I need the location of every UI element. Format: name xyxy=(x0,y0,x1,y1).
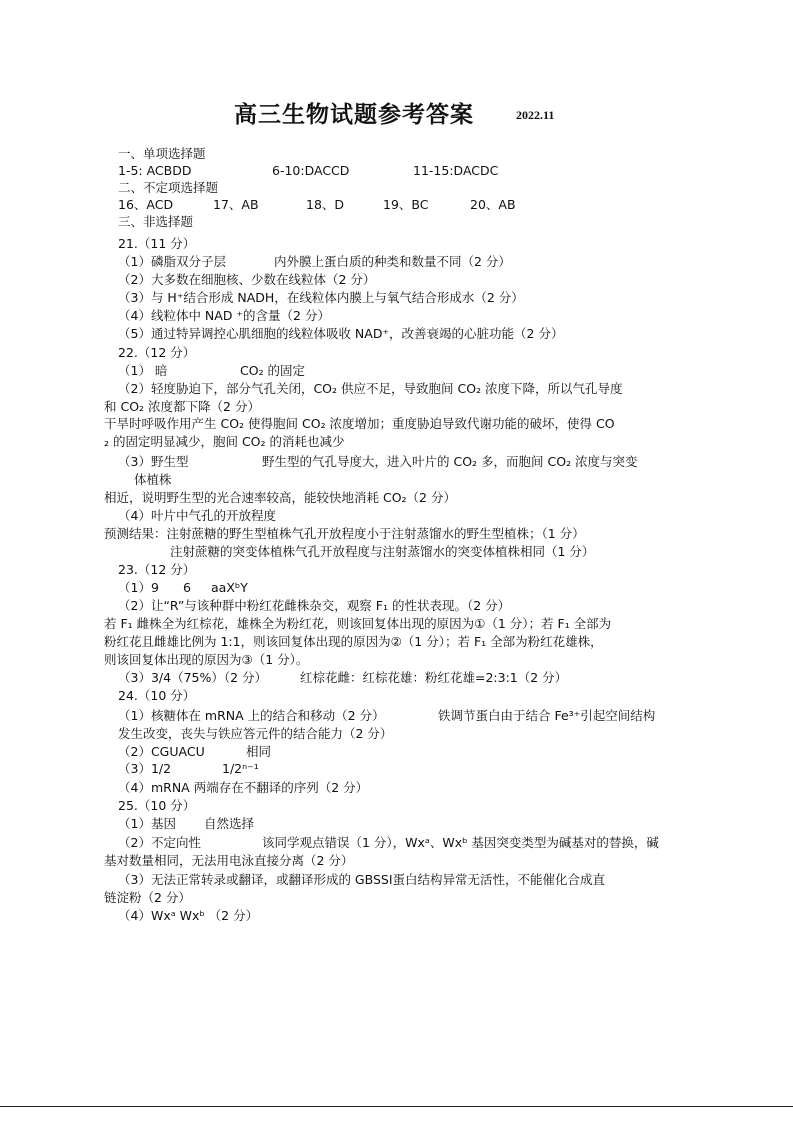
section-heading-non-choice: 三、非选择题 xyxy=(118,214,194,229)
q22-prediction-2: 注射蔗糖的突变体植株气孔开放程度与注射蒸馏水的突变体植株相同（1 分） xyxy=(170,544,595,559)
question-21-heading: 21.（11 分） xyxy=(118,236,196,251)
q22-answer-3a: （3）野生型 xyxy=(118,454,189,469)
q22-prediction-1: 预测结果：注射蔗糖的野生型植株气孔开放程度小于注射蒸馏水的野生型植株；（1 分） xyxy=(104,526,585,541)
q25-answer-2a: （2）不定向性 xyxy=(118,835,201,850)
q25-answer-4: （4）Wxᵃ Wxᵇ （2 分） xyxy=(118,908,259,923)
q25-answer-3: （3）无法正常转录或翻译，或翻译形成的 GBSSⅠ蛋白结构异常无活性，不能催化合成直 xyxy=(118,872,606,887)
q25-answer-2b: 该同学观点错误（1 分），Wxᵃ、Wxᵇ 基因突变类型为碱基对的替换，碱 xyxy=(262,835,659,850)
q25-answer-3-cont: 链淀粉（2 分） xyxy=(104,890,191,905)
q24-answer-4: （4）mRNA 两端存在不翻译的序列（2 分） xyxy=(118,780,369,795)
q22-answer-4: （4）叶片中气孔的开放程度 xyxy=(118,508,276,523)
document-date: 2022.11 xyxy=(516,108,555,122)
answer-range-6-10: 6-10:DACCD xyxy=(272,163,350,178)
q24-answer-2a: （2）CGUACU xyxy=(118,744,205,759)
q22-answer-2b: 和 CO₂ 浓度都下降（2 分） xyxy=(104,399,260,414)
answer-17: 17、AB xyxy=(213,197,259,212)
q23-answer-2: （2）让“R”与该种群中粉红花雌株杂交，观察 F₁ 的性状表现。（2 分） xyxy=(118,598,511,613)
q21-answer-1b: 内外膜上蛋白质的种类和数量不同（2 分） xyxy=(274,254,511,269)
question-25-heading: 25.（10 分） xyxy=(118,798,196,813)
question-23-heading: 23.（12 分） xyxy=(118,562,196,577)
q24-answer-1-cont: 发生改变，丧失与铁应答元件的结合能力（2 分） xyxy=(118,726,393,741)
answer-18: 18、D xyxy=(306,197,345,212)
answer-16: 16、ACD xyxy=(118,197,174,212)
q22-answer-2a: （2）轻度胁迫下，部分气孔关闭，CO₂ 供应不足，导致胞间 CO₂ 浓度下降，所以气孔导度 xyxy=(118,381,623,396)
q22-answer-2d: ₂ 的固定明显减少，胞间 CO₂ 的消耗也减少 xyxy=(104,434,345,449)
q24-answer-3b: 1/2ⁿ⁻¹ xyxy=(222,761,259,776)
q23-answer-3b: 红棕花雌：红棕花雄：粉红花雄=2:3:1（2 分） xyxy=(300,670,568,685)
q21-answer-5: （5）通过特异调控心肌细胞的线粒体吸收 NAD⁺，改善衰竭的心脏功能（2 分） xyxy=(118,326,564,341)
q22-answer-2c: 干旱时呼吸作用产生 CO₂ 使得胞间 CO₂ 浓度增加；重度胁迫导致代谢功能的破坏，使得 CO xyxy=(104,416,615,431)
q22-answer-3b: 野生型的气孔导度大，进入叶片的 CO₂ 多，而胞间 CO₂ 浓度与突变 xyxy=(262,454,638,469)
answer-range-11-15: 11-15:DACDC xyxy=(413,163,499,178)
q25-answer-2-cont: 基对数量相同，无法用电泳直接分离（2 分） xyxy=(104,853,354,868)
q23-answer-1a: （1）9 xyxy=(118,580,159,595)
q25-answer-1a: （1）基因 xyxy=(118,816,176,831)
q24-answer-1a: （1）核糖体在 mRNA 上的结合和移动（2 分） xyxy=(118,708,385,723)
q23-answer-1b: 6 xyxy=(183,580,191,595)
q23-answer-1c: aaXᵇY xyxy=(211,580,248,595)
q21-answer-1a: （1）磷脂双分子层 xyxy=(118,254,226,269)
answer-19: 19、BC xyxy=(383,197,429,212)
page-bottom-rule xyxy=(0,1106,793,1107)
q24-answer-3a: （3）1/2 xyxy=(118,761,172,776)
q22-answer-1b: CO₂ 的固定 xyxy=(240,363,306,378)
section-heading-multi-choice: 二、不定项选择题 xyxy=(118,180,219,195)
q23-answer-2-cont-2: 粉红花且雌雄比例为 1:1，则该回复体出现的原因为②（1 分）；若 F₁ 全部为粉红花雄株， xyxy=(104,634,603,649)
q24-answer-1b: 铁调节蛋白由于结合 Fe³⁺引起空间结构 xyxy=(438,708,656,723)
q22-answer-3d: 相近，说明野生型的光合速率较高，能较快地消耗 CO₂（2 分） xyxy=(104,490,456,505)
q24-answer-2b: 相同 xyxy=(246,744,272,759)
q21-answer-4: （4）线粒体中 NAD ⁺的含量（2 分） xyxy=(118,308,330,323)
section-heading-single-choice: 一、单项选择题 xyxy=(118,146,206,161)
answer-range-1-5: 1-5: ACBDD xyxy=(118,163,192,178)
q23-answer-2-cont-3: 则该回复体出现的原因为③（1 分）。 xyxy=(104,652,309,667)
page-title: 高三生物试题参考答案 xyxy=(234,102,474,128)
q23-answer-2-cont-1: 若 F₁ 雌株全为红棕花，雄株全为粉红花，则该回复体出现的原因为①（1 分）；若 F₁ 全部为 xyxy=(104,616,612,631)
q21-answer-2: （2）大多数在细胞核、少数在线粒体（2 分） xyxy=(118,272,376,287)
question-22-heading: 22.（12 分） xyxy=(118,345,196,360)
q22-answer-1a: （1） 暗 xyxy=(118,363,168,378)
q25-answer-1b: 自然选择 xyxy=(204,816,255,831)
q22-answer-3c: 体植株 xyxy=(134,472,172,487)
q23-answer-3a: （3）3/4（75%）（2 分） xyxy=(118,670,268,685)
question-24-heading: 24.（10 分） xyxy=(118,688,196,703)
answer-20: 20、AB xyxy=(470,197,516,212)
q21-answer-3: （3）与 H⁺结合形成 NADH，在线粒体内膜上与氧气结合形成水（2 分） xyxy=(118,290,524,305)
